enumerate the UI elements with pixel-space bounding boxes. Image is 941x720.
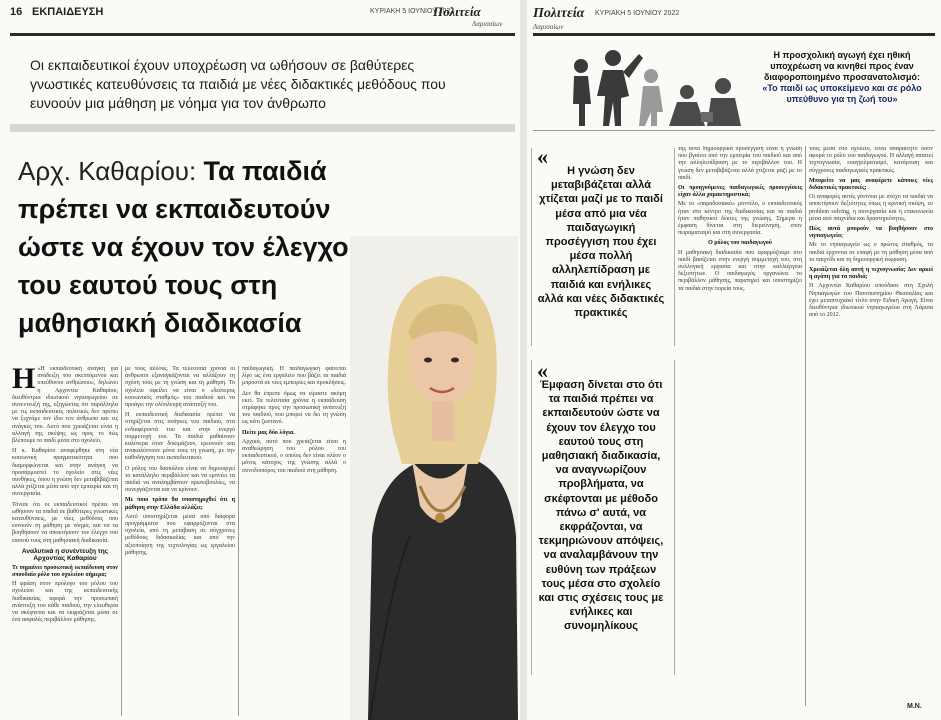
- section-title: ΕΚΠΑΙΔΕΥΣΗ: [32, 6, 104, 18]
- right-newspaper-page: [527, 0, 941, 720]
- deck-separator: [10, 124, 515, 132]
- question-subhead: Πώς αυτά μπορούν να βοηθήσουν στο νηπιαγωγείο;: [809, 226, 933, 240]
- left-page-header: [10, 4, 512, 28]
- question-subhead: Με ποιο τρόπο θα υποστηριχθεί ότι η μάθηση στην Ελλάδα αλλάζει;: [125, 497, 235, 511]
- body-paragraph: Η μαθησιακή διαδικασία που εφαρμόζουμε στο παιδί βασίζεται στην ενεργή συμμετοχή του, στη συλλογική εργασία και στην καλλιέργεια δεξιοτήτων. Ο παιδαγωγός οργανώνει το περιβάλλον μάθησης, παρατηρεί και υποστηρίζει τα παιδιά στην πορεία τους.: [678, 249, 802, 292]
- body-paragraph: Η φράση στον πρόλογο του ρόλου του σχολείου και της εκπαιδευτικής διαδικασίας αφορά την προσωπική ανάπτυξη του κάθε παιδιού, την ελευθερία να σκέφτεται και να εκφράζεται μέσα σε ένα ασφαλές περιβάλλον μάθησης.: [12, 581, 118, 624]
- newspaper-brand: Πολιτεία: [533, 6, 585, 21]
- body-paragraph: Η κ. Καθαρίου αναφέρθηκε στη νέα κοινωνική πραγματικότητα που διαμορφώνεται και στην ανάγκη να προσαρμοστεί το σχολείο στις νέες συνθήκες, όπου η γνώση δεν μεταβιβάζεται αλλά χτίζεται μέσα από την εμπειρία και τη συνεργασία.: [12, 448, 118, 498]
- body-column-1: [12, 366, 118, 716]
- kicker-quote: «Το παιδί ως υποκείμενο και σε ρόλο υπεύθυνο για τη ζωή του»: [762, 83, 922, 104]
- question-subhead: Χρειάζεται όλη αυτή η τεχνογνωσία; Δεν αρκεί η αγάπη για τα παιδιά;: [809, 267, 933, 281]
- issue-date: ΚΥΡΙΑΚΗ 5 ΙΟΥΝΙΟΥ 2022: [370, 8, 455, 15]
- pull-quote-1: [537, 144, 665, 320]
- lead-paragraph: «Η εκπαιδευτική ανάγκη για ανάδειξη του σκεπτόμενου και υπεύθυνου ανθρώπου», δηλώνει η Αρχοντία Καθαρίου, διευθύντρια ιδιωτικού νηπιαγωγείου σε συνεντευξή της, εξηγώντας ότι παράλληλα με τις εκπαιδευτικές πολιτικές δεν πρέπει να ξεχνάμε τον ίδιο τον άνθρωπο και τις ανάγκες του. Αυτό που χρειάζεται είναι η αλλαγή της σκέψης ως προς το πώς βλέπουμε το παιδί μέσα στο σχολείο.: [12, 366, 118, 445]
- question-subhead: Οι προηγούμενες παιδαγωγικές προσεγγίσεις είχαν άλλα χαρακτηριστικά;: [678, 185, 802, 199]
- body-column-2: [125, 366, 235, 716]
- body-paragraph: Ο ρόλος του δασκάλου είναι να δημιουργεί το κατάλληλο περιβάλλον και να εμπνέει τα παιδιά να αναλαμβάνουν πρωτοβουλίες, να συνεργάζονται και να κρίνουν.: [125, 465, 235, 494]
- portrait-photo: [350, 236, 518, 720]
- body-paragraph: Αρχικά, αυτό που χρειάζεται είναι η αναθεώρηση του ρόλου του εκπαιδευτικού, ο οποίος δεν είναι πλέον ο μόνος κάτοχος της γνώσης αλλά ο συνοδοιπόρος του παιδιού στη μάθηση.: [242, 438, 346, 474]
- page-number: 16: [10, 6, 23, 18]
- pull-quote-2: [537, 358, 665, 634]
- body-paragraph: Οι αναφορές αυτές γίνονται με στόχο τα παιδιά να αποκτήσουν δεξιότητες όπως η κριτική σκέψη, το problem solving, η συνεργασία και η επικοινωνία μέσα από παιχνίδια και δραστηριότητες.: [809, 194, 933, 222]
- drop-cap: Η: [12, 366, 36, 395]
- newspaper-brand-sub: Λαρισαίων: [472, 20, 503, 28]
- headline-text: Τα παιδιά πρέπει να εκπαιδευτούν ώστε να έχουν τον έλεγχο του εαυτού τους στη μαθησιακή διαδικασία: [18, 156, 349, 338]
- question-subhead: Μπορείτε να μας αναφέρετε κάποιες νέες διδακτικές πρακτικές;: [809, 177, 933, 192]
- body-paragraph: τους μέσα στο σχολείο, είναι απαραίτητο όσον αφορά το ρόλο του παιδαγωγού. Η αλλαγή απαιτεί τεχνογνωσία, επαγγελματισμό, κατάρτιση και σύγχρονες παιδαγωγικές πρακτικές.: [809, 146, 933, 174]
- column-divider: [238, 366, 239, 716]
- header-rule: [533, 33, 935, 36]
- children-silhouettes-illustration: [565, 46, 745, 130]
- portrait-illustration: [350, 236, 518, 720]
- column-divider: [805, 146, 806, 706]
- body-paragraph: Με το νηπιαγωγείο ως ο πρώτος σταθμός, τα παιδιά έρχονται σε επαφή με τη μάθηση μέσα από το παιχνίδι και τη δημιουργική έκφραση.: [809, 242, 933, 263]
- issue-date: ΚΥΡΙΑΚΗ 5 ΙΟΥΝΙΟΥ 2022: [595, 10, 680, 17]
- section-subhead: Ο ρόλος του παιδαγωγού: [708, 240, 772, 247]
- article-kicker: [749, 50, 935, 105]
- article-deck: Οι εκπαιδευτικοί έχουν υποχρέωση να ωθήσουν σε βαθύτερες γνωστικές κατευθύνσεις τα παιδιά με νέες διδακτικές μεθόδους που ευνοούν μια μάθηση με νόημα για τον άνθρωπο: [30, 57, 446, 111]
- section-rule: [533, 130, 935, 131]
- header-rule: [10, 33, 515, 36]
- body-paragraph: Δεν θα έπρεπε όμως να είμαστε ακόμη εκεί. Τα τελευταία χρόνια η εκπαίδευση στράφηκε προς την προσωπική ανάπτυξη του παιδιού, που μπορεί να δει τη γνώση ως κάτι ζωντανό.: [242, 390, 346, 426]
- body-paragraph: Αυτό υποστηρίζεται μέσα από διάφορα προγράμματα που εφαρμόζονται στα σχολεία, από τη μετάβαση σε σύγχρονες μεθόδους διδασκαλίας και από την αξιοποίηση της τεχνολογίας ως εργαλείου μάθησης.: [125, 513, 235, 556]
- body-paragraph: Τόνισε ότι οι εκπαιδευτικοί πρέπει να ωθήσουν τα παιδιά σε βαθύτερες γνωστικές κατευθύνσεις, με νέες μεθόδους που ευνοούν τη μάθηση με νόημα, και να τα βοηθήσουν να αποκτήσουν τον έλεγχο του εαυτού τους στη μαθησιακή διαδικασία.: [12, 501, 118, 544]
- body-paragraph: Η Αρχοντία Καθαρίου σπούδασε στη Σχολή Νηπιαγωγών του Πανεπιστημίου Θεσσαλίας και έχει μεταπτυχιακό τίτλο στην Ειδική Αγωγή. Είναι διευθύντρια ιδιωτικού νηπιαγωγείου στη Λάρισα από το 2012.: [809, 283, 933, 319]
- article-headline: [18, 152, 373, 342]
- interview-subhead: Αναλυτικά η συνέντευξη της Αρχοντίας Καθαρίου: [21, 547, 109, 562]
- author-signature: Μ.Ν.: [907, 703, 922, 710]
- question-subhead: Πείτε μας δύο λόγια.: [242, 429, 295, 436]
- pull-quote-text: Η γνώση δεν μεταβιβάζεται αλλά χτίζεται μαζί με το παιδί μέσα από μια νέα παιδαγωγική προσέγγιση που έχει μέσα πολλή αλληλεπίδραση με παιδιά και ενήλικες αλλά και νέες διδακτικές πρακτικές: [537, 165, 665, 320]
- pull-quote-text: Έμφαση δίνεται στο ότι τα παιδιά πρέπει να εκπαιδευτούν ώστε να έχουν τον έλεγχο του εαυτού τους στη μαθησιακή διαδικασία, να αναγνωρίζουν προβλήματα, να σκέφτονται με μέθοδο πάνω σ' αυτά, να εκφράζονται, να τεκμηριώνουν απόψεις, να αναλαμβάνουν την ευθύνη των πράξεων τους μέσα στο σχολείο και στις σχέσεις τους με ενήλικες και συνομηλίκους: [538, 379, 664, 633]
- quote-mark-icon: «: [537, 144, 548, 169]
- right-page-header: [533, 6, 933, 36]
- body-paragraph: παιδαγωγική. Η παιδαγωγική φαίνεται λίγο ως ένα εργαλείο που βάζει τα παιδιά μπροστά σε νέες εμπειρίες και προκλήσεις.: [242, 366, 346, 387]
- body-column-right-2: [809, 146, 933, 698]
- column-divider: [121, 366, 122, 716]
- newspaper-brand: Πολιτεία: [433, 4, 481, 19]
- newspaper-brand-sub: Λαρισαίων: [533, 23, 564, 31]
- body-paragraph: με τους άλλους. Τα τελευταία χρόνια οι άνθρωποι εξαναγκάζονται να αλλάξουν τη σχέση τους με τη γνώση και τη μάθηση. Το σχολείο οφείλει να είναι ο «δεύτερος κοινωνικός σταθμός» του παιδιού και να προάγει την ολόπλευρη ανάπτυξή του.: [125, 366, 235, 409]
- body-column-right-1: [678, 146, 802, 706]
- body-paragraph: Με το «παραδοσιακό» μοντέλο, ο εκπαιδευτικός ήταν στο κέντρο της διαδικασίας και τα παιδιά ήταν παθητικοί δέκτες της γνώσης. Σήμερα η έμφαση δίνεται στη διερεύνηση, στον πειραματισμό και στη συνεργασία.: [678, 201, 802, 237]
- body-column-3: [242, 366, 346, 716]
- headline-speaker: Αρχ. Καθαρίου:: [18, 156, 204, 186]
- body-paragraph: της αυτό δημιουργικά προσέγγιση είναι η γνώση που βγαίνει από την εμπειρία του παιδιού και από την αλληλεπίδραση με το περιβάλλον του. Η γνώση δεν μεταβιβάζεται αλλά χτίζεται μαζί με το παιδί.: [678, 146, 802, 181]
- body-paragraph: Η εκπαιδευτική διαδικασία πρέπει να στηρίζεται στις ανάγκες του παιδιού, στα ενδιαφέροντά του και στην ενεργό συμμετοχή του. Τα παιδιά μαθαίνουν καλύτερα όταν δοκιμάζουν, ερευνούν και ανακαλύπτουν μόνα τους τη γνώση, με την καθοδήγηση του εκπαιδευτικού.: [125, 412, 235, 462]
- question-subhead: Τι σημαίνει προσωπική εκπαίδευση στον σπουδαίο ρόλο του σχολείου σήμερα;: [12, 564, 118, 579]
- kicker-line: Η προσχολική αγωγή έχει ηθική υποχρέωση να κινηθεί προς έναν διαφοροποιημένο προσανατολισμό:: [763, 50, 921, 82]
- quote-mark-icon: «: [537, 358, 548, 383]
